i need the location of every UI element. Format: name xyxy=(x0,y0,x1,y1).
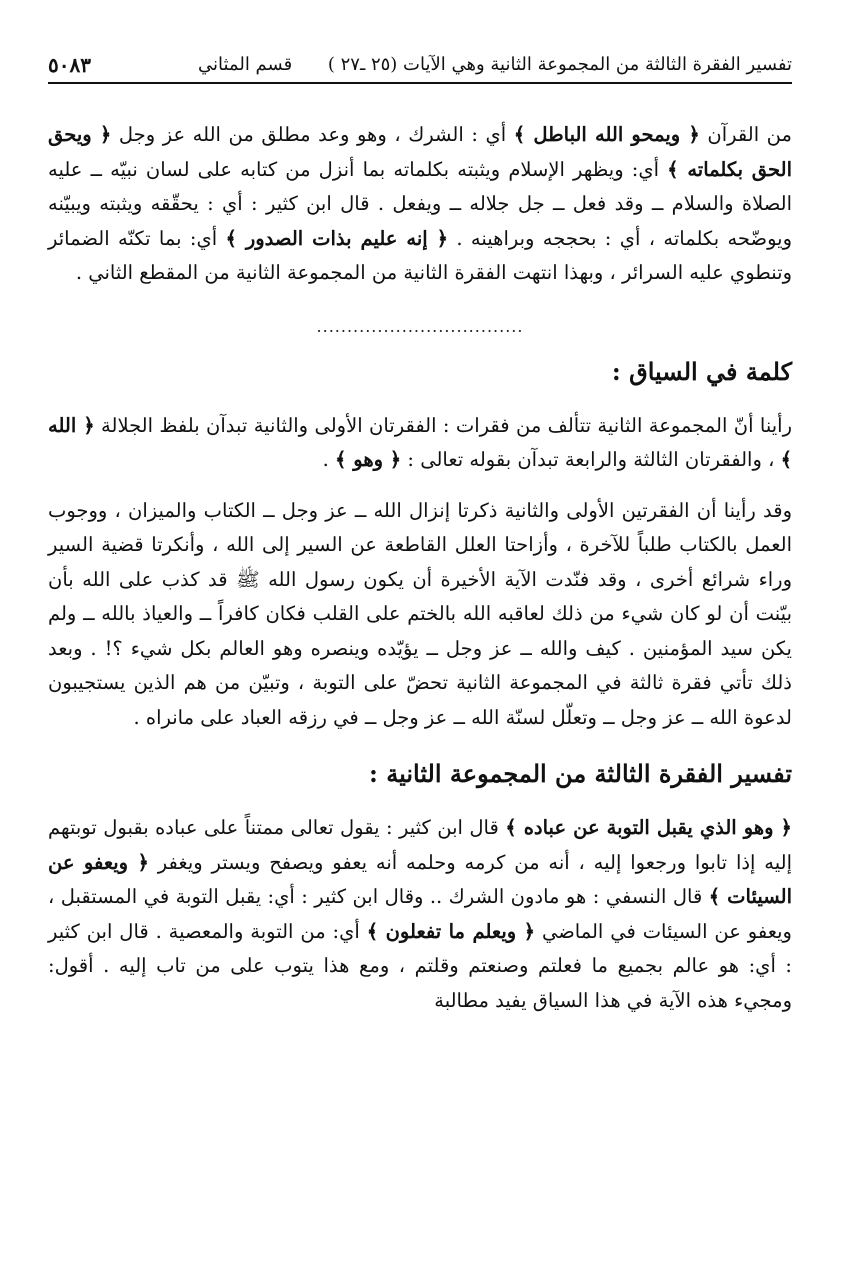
paragraph-text: رأينا أنّ المجموعة الثانية تتألف من فقرات : الفقرتان الأولى والثانية تبدآن بلفظ الجلالة xyxy=(94,413,792,437)
dotted-separator: .................................. xyxy=(316,316,524,336)
quran-quote: ﴿ إنه عليم بذات الصدور ﴾ xyxy=(225,226,449,250)
paragraph-text: قال ابن كثير : يقول تعالى ممتناً على عباده بقبول توبتهم إليه إذا تابوا ورجعوا إليه ، أنه من كرمه وحلمه أنه يعفو ويصفح ويستر ويغفر xyxy=(48,816,793,874)
section-heading-tafsir: تفسير الفقرة الثالثة من المجموعة الثانية : xyxy=(369,759,792,788)
quran-quote: ﴿ وهو ﴾ xyxy=(335,448,402,471)
running-head-section: قسم المثاني xyxy=(198,54,293,75)
section-heading-context: كلمة في السياق : xyxy=(611,356,792,386)
running-head xyxy=(48,48,792,84)
quran-quote: ﴿ الله ﴾ xyxy=(48,413,792,471)
quran-quote: ﴿ ويمحو الله الباطل ﴾ xyxy=(513,123,700,146)
paragraph-1 xyxy=(48,118,792,291)
paragraph-3: وقد رأينا أن الفقرتين الأولى والثانية ذكرتا إنزال الله ــ عز وجل ــ الكتاب والميزان ، ووجوب العمل بالكتاب طلباً للآخرة ، وأزاحتا العلل القاطعة عن السير إلى الله ، وأنكرتا قضية السير وراء شرائع أخرى ، وقد فنّدت الآية الأخيرة أن يكون رسول الله ﷺ قد كذب على الله بأن بيّنت أن لو كان شيء من ذلك لعاقبه الله بالختم على القلب فكان كافراً ــ والعياذ بالله ــ ولم يكن سيد المؤمنين . كيف والله ــ عز وجل ــ يؤيّده وينصره وهو العالم بكل شيء ؟! . وبعد ذلك تأتي فقرة ثالثة في المجموعة الثانية تحضّ على التوبة ، وتبيّن من هم الذين يستجيبون لدعوة الله ــ عز وجل ــ وتعلّل لسنّة الله ــ عز وجل ــ في رزقه العباد على مانراه . xyxy=(48,498,792,729)
page-number: ٥٠٨٣ xyxy=(48,53,91,77)
paragraph-text: . xyxy=(322,448,336,471)
paragraph-text: من القرآن xyxy=(699,123,792,146)
running-head-title: تفسير الفقرة الثالثة من المجموعة الثانية وهي الآيات (٢٥ ـ٢٧ ) xyxy=(327,54,792,75)
book-page xyxy=(48,48,792,1018)
quran-quote: ﴿ وهو الذي يقبل التوبة عن عباده ﴾ xyxy=(505,816,792,839)
paragraph-text: ، والفقرتان الثالثة والرابعة تبدآن بقوله تعالى : xyxy=(401,448,781,471)
paragraph-text: أي: ويظهر الإسلام ويثبته بكلماته بما أنزل من كتابه على لسان نبيّه ــ عليه الصلاة والسلام ــ وقد فعل ــ جل جلاله ــ ويفعل . قال ابن كثير : أي : يحقّقه ويثبته ويبيّنه ويوضّحه بكلماته ، أي : بحججه وبراهينه . xyxy=(48,157,792,250)
quran-quote: ﴿ ويعلم ما تفعلون ﴾ xyxy=(366,919,536,943)
paragraph-4 xyxy=(48,811,792,1018)
paragraph-text: أي: بما تكنّه الضمائر وتنطوي عليه السرائر ، وبهذا انتهت الفقرة الثانية من المجموعة الثانية من المقطع الثاني . xyxy=(48,226,792,284)
paragraph-text: أي: من التوبة والمعصية . قال ابن كثير : أي: هو عالم بجميع ما فعلتم وصنعتم وقلتم ، ومع هذا يتوب على من تاب إليه . أقول: ومجيء هذه الآية في هذا السياق يفيد مطالبة xyxy=(48,919,792,1012)
quran-quote: ﴿ ويعفو عن السيئات ﴾ xyxy=(48,850,792,908)
paragraph-2 xyxy=(48,409,792,478)
quran-quote: ﴿ ويحق الحق بكلماته ﴾ xyxy=(48,123,793,181)
paragraph-text: أي : الشرك ، وهو وعد مطلق من الله عز وجل xyxy=(111,123,514,146)
paragraph-text: قال النسفي : هو مادون الشرك .. وقال ابن كثير : أي: يقبل التوبة في المستقبل ، ويعفو عن السيئات في الماضي xyxy=(48,885,792,943)
